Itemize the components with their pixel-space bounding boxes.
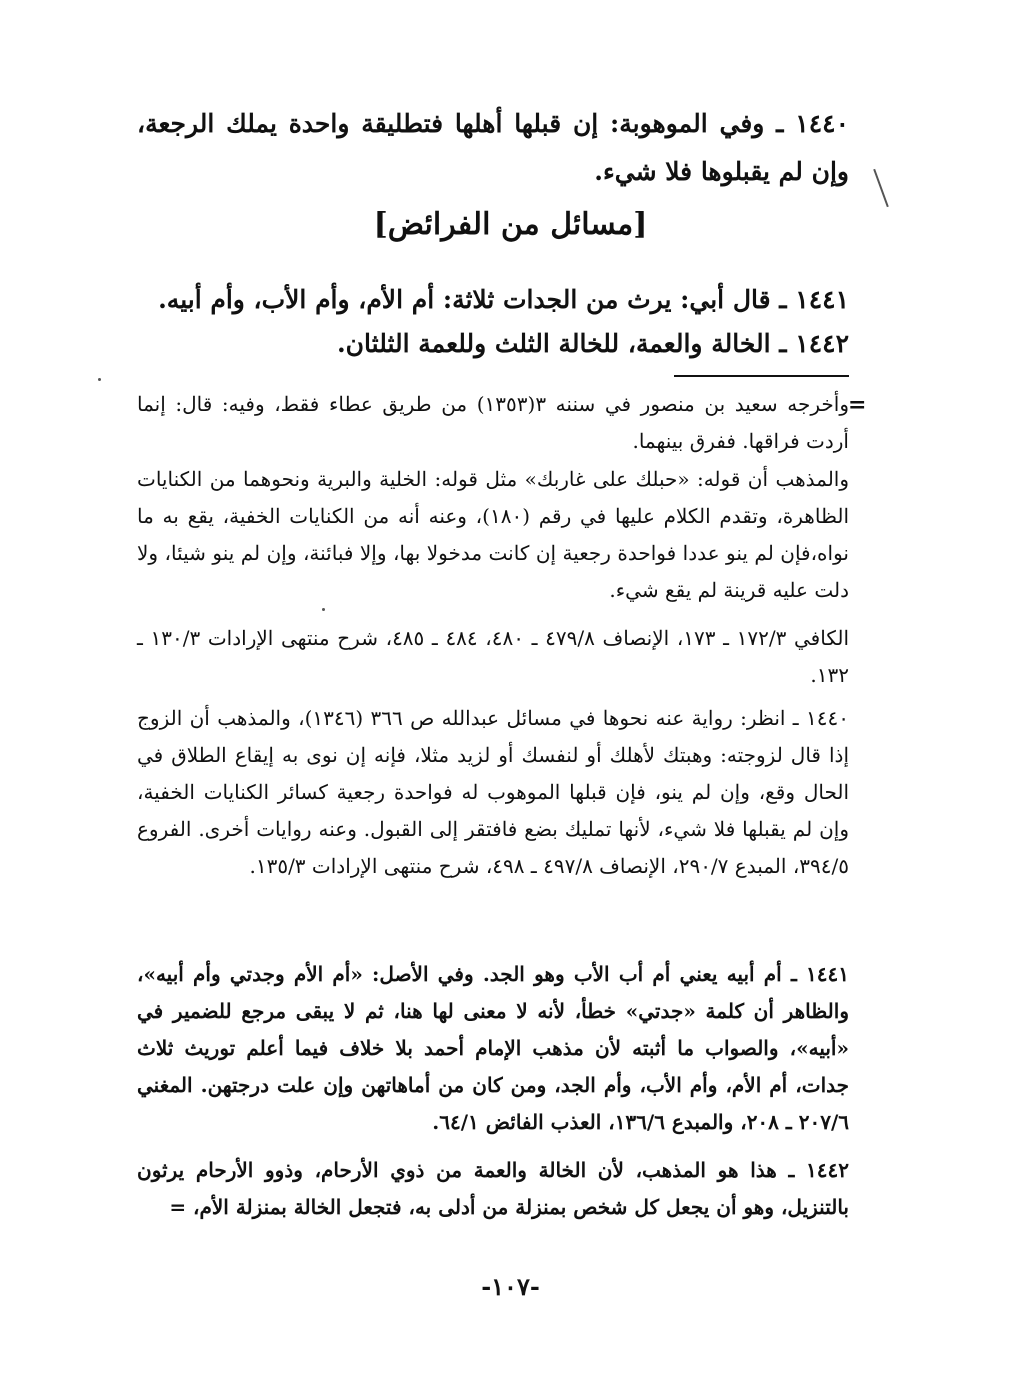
entry-1441: ١٤٤١ ـ قال أبي: يرث من الجدات ثلاثة: أم الأم، وأم الأب، وأم أبيه. [158,285,849,314]
footnote-continued-2: والمذهب أن قوله: «حبلك على غاربك» مثل قوله: الخلية والبرية ونحوهما من الكنايات الظاهرة، وتقدم الكلام عليها في رقم (١٨٠)، وعنه أنه من الكنايات الخفية، يقع به ما نواه،فإن لم ينو عددا فواحدة رجعية إن كانت مدخولا بها، وإلا فبائنة، وإن لم ينو شيئا، ولا دلت عليه قرينة لم يقع شيء. [137,467,849,602]
footnote-1442: ١٤٤٢ ـ هذا هو المذهب، لأن الخالة والعمة من ذوي الأرحام، وذوو الأرحام يرثون بالتنزيل، وهو أن يجعل كل شخص بمنزلة من أدلى به، فتجعل الخالة بمنزلة الأم، = [137,1158,849,1219]
footnote-separator [674,375,849,377]
footnote-continued-1: وأخرجه سعيد بن منصور في سننه ٣(١٣٥٣) من طريق عطاء فقط، وفيه: قال: إنما أردت فراقها. ففرق بينهما. [137,392,849,453]
footnote-1441: ١٤٤١ ـ أم أبيه يعني أم أب الأب وهو الجد. وفي الأصل: «أم الأم وجدتي وأم أبيه»، والظاهر أن كلمة «جدتي» خطأ، لأنه لا معنى لها هنا، ثم لا يبقى مرجع للضمير في «أبيه»، والصواب ما أثبته لأن مذهب الإمام أحمد بلا خلاف فيما أعلم توريث ثلاث جدات، أم الأم، وأم الأب، وأم الجد، ومن كان من أماهاتهن وإن علت درجتهن. المغني ٢٠٧/٦ ـ ٢٠٨، والمبدع ١٣٦/٦، العذب الفائض ٦٤/١. [137,962,849,1134]
footnote-continued-3: الكافي ١٧٢/٣ ـ ١٧٣، الإنصاف ٤٧٩/٨ ـ ٤٨٠، ٤٨٤ ـ ٤٨٥، شرح منتهى الإرادات ١٣٠/٣ ـ ١٣٢. [137,626,850,687]
scan-dot [98,378,101,381]
page-number: -١٠٧- [481,1272,540,1301]
section-title: [مسائل من الفرائض] [373,207,648,242]
entry-1442: ١٤٤٢ ـ الخالة والعمة، للخالة الثلث وللعمة الثلثان. [336,329,849,358]
scan-mark [873,169,889,207]
footnote-1440: ١٤٤٠ ـ انظر: رواية عنه نحوها في مسائل عبدالله ص ٣٦٦ (١٣٤٦)، والمذهب أن الزوج إذا قال لزوجته: وهبتك لأهلك أو لنفسك أو لزيد مثلا، فإنه إن نوى به إيقاع الطلاق في الحال وقع، وإن لم ينو، فإن قبلها الموهوب له فواحدة رجعية كسائر الكنايات الخفية، وإن لم يقبلها فلا شيء، لأنها تمليك بضع فافتقر إلى القبول. وعنه روايات أخرى. الفروع ٣٩٤/٥، المبدع ٢٩٠/٧، الإنصاف ٤٩٧/٨ ـ ٤٩٨، شرح منتهى الإرادات ١٣٥/٣. [137,706,849,878]
entry-1440: ١٤٤٠ ـ وفي الموهوبة: إن قبلها أهلها فتطليقة واحدة يملك الرجعة، وإن لم يقبلوها فلا شيء. [137,109,849,186]
footnote-continuation-mark: = [848,392,867,418]
